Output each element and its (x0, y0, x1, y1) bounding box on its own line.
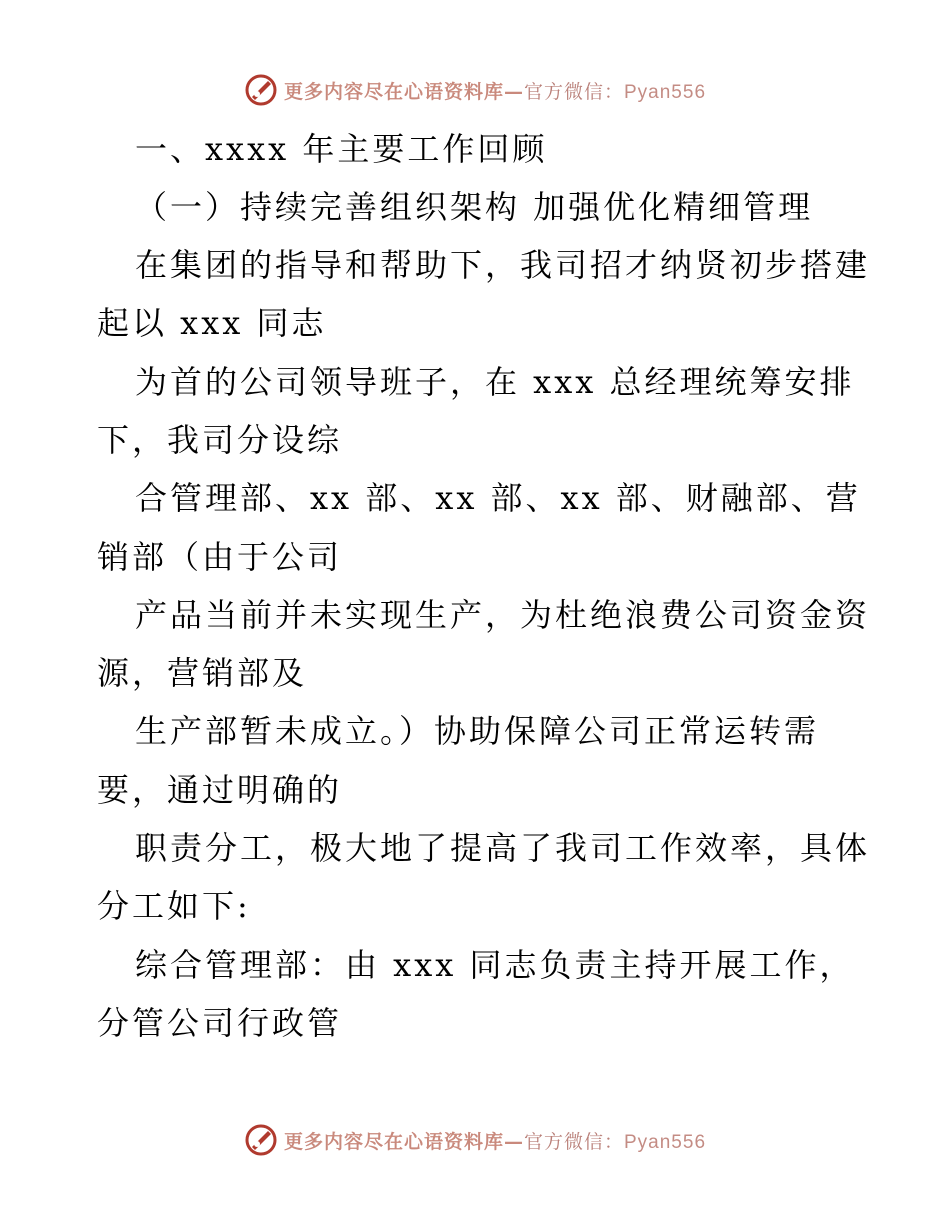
paragraph-line: 分工如下: (97, 887, 251, 925)
paragraph-line: 要，通过明确的 (97, 771, 343, 809)
footer-banner (0, 1120, 950, 1160)
paragraph-line: 在集团的指导和帮助下，我司招才纳贤初步搭建 (135, 246, 871, 284)
paragraph-line: 下，我司分设综 (97, 421, 343, 459)
logo-icon (244, 1123, 278, 1157)
paragraph-line: 生产部暂未成立。）协助保障公司正常运转需 (135, 712, 820, 750)
header-banner (0, 70, 950, 110)
logo-icon (244, 73, 278, 107)
banner-text: 更多内容尽在心语资料库—官方微信：Pyan556 (283, 80, 707, 103)
paragraph-line: 起以 xxx 同志 (97, 304, 327, 342)
paragraph-line: 分管公司行政管 (97, 1004, 343, 1042)
section-heading: 一、xxxx 年主要工作回顾 (135, 130, 548, 168)
paragraph-line: 产品当前并未实现生产，为杜绝浪费公司资金资 (135, 596, 871, 634)
banner-text: 更多内容尽在心语资料库—官方微信：Pyan556 (283, 1130, 707, 1153)
paragraph-line: 合管理部、xx 部、xx 部、xx 部、财融部、营 (135, 479, 861, 517)
paragraph-line: 为首的公司领导班子，在 xxx 总经理统筹安排 (135, 363, 855, 401)
paragraph-line: 综合管理部：由 xxx 同志负责主持开展工作， (135, 946, 855, 984)
paragraph-line: 职责分工，极大地了提高了我司工作效率，具体 (135, 829, 871, 867)
paragraph-line: 源，营销部及 (97, 654, 308, 692)
subsection-heading: （一）持续完善组织架构 加强优化精细管理 (135, 188, 814, 226)
paragraph-line: 销部（由于公司 (97, 538, 343, 576)
